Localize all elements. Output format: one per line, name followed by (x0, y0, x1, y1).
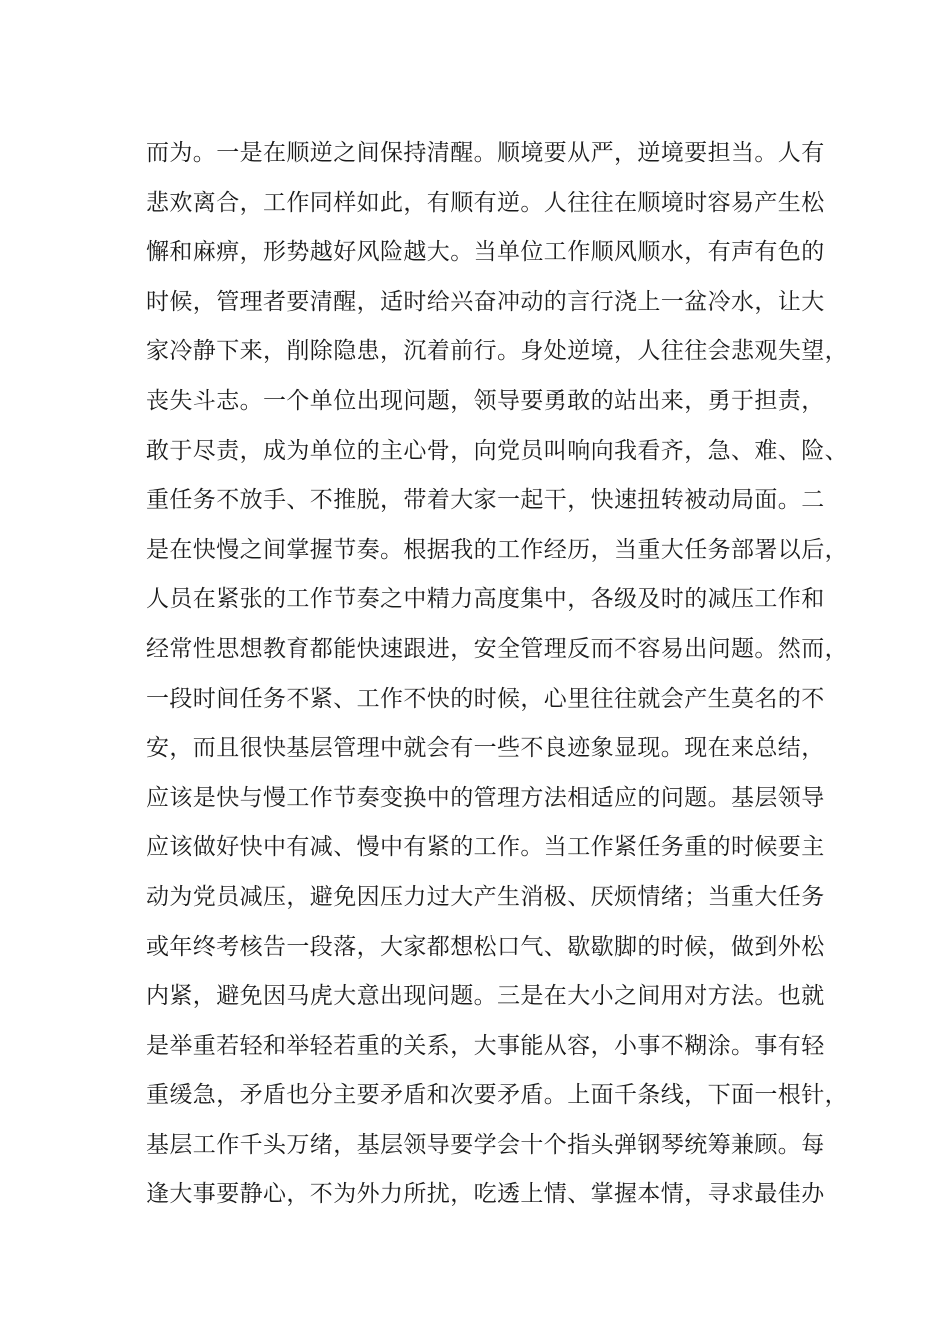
text-line: 时候，管理者要清醒，适时给兴奋冲动的言行浇上一盆冷水，让大 (146, 288, 825, 315)
text-line: 重缓急，矛盾也分主要矛盾和次要矛盾。上面千条线，下面一根针， (146, 1082, 848, 1109)
text-line: 是在快慢之间掌握节奏。根据我的工作经历，当重大任务部署以后， (146, 536, 848, 563)
text-line: 人员在紧张的工作节奏之中精力高度集中，各级及时的减压工作和 (146, 586, 825, 613)
text-line: 经常性思想教育都能快速跟进，安全管理反而不容易出问题。然而， (146, 635, 848, 662)
text-line: 懈和麻痹，形势越好风险越大。当单位工作顺风顺水，有声有色的 (146, 239, 825, 266)
text-line: 动为党员减压，避免因压力过大产生消极、厌烦情绪；当重大任务 (146, 883, 825, 910)
text-line: 丧失斗志。一个单位出现问题，领导要勇敢的站出来，勇于担责， (146, 387, 825, 414)
text-line: 一段时间任务不紧、工作不快的时候，心里往往就会产生莫名的不 (146, 685, 825, 712)
text-line: 家冷静下来，削除隐患，沉着前行。身处逆境，人往往会悲观失望， (146, 338, 848, 365)
body-text (146, 129, 848, 1220)
text-line: 而为。一是在顺逆之间保持清醒。顺境要从严，逆境要担当。人有 (146, 140, 825, 166)
text-line: 重任务不放手、不推脱，带着大家一起干，快速扭转被动局面。二 (146, 487, 825, 514)
text-line: 敢于尽责，成为单位的主心骨，向党员叫响向我看齐，急、难、险、 (146, 437, 848, 464)
text-line: 应该做好快中有减、慢中有紧的工作。当工作紧任务重的时候要主 (146, 834, 825, 861)
text-line: 是举重若轻和举轻若重的关系，大事能从容，小事不糊涂。事有轻 (146, 1032, 825, 1059)
text-line: 基层工作千头万绪，基层领导要学会十个指头弹钢琴统筹兼顾。每 (146, 1131, 825, 1158)
text-line: 安，而且很快基层管理中就会有一些不良迹象显现。现在来总结， (146, 735, 825, 762)
text-line: 应该是快与慢工作节奏变换中的管理方法相适应的问题。基层领导 (146, 784, 825, 811)
text-line: 内紧，避免因马虎大意出现问题。三是在大小之间用对方法。也就 (146, 983, 825, 1010)
text-line: 逢大事要静心，不为外力所扰，吃透上情、掌握本情，寻求最佳办 (146, 1181, 825, 1208)
text-line: 悲欢离合，工作同样如此，有顺有逆。人往往在顺境时容易产生松 (146, 189, 825, 216)
text-line: 或年终考核告一段落，大家都想松口气、歇歇脚的时候，做到外松 (146, 933, 825, 960)
